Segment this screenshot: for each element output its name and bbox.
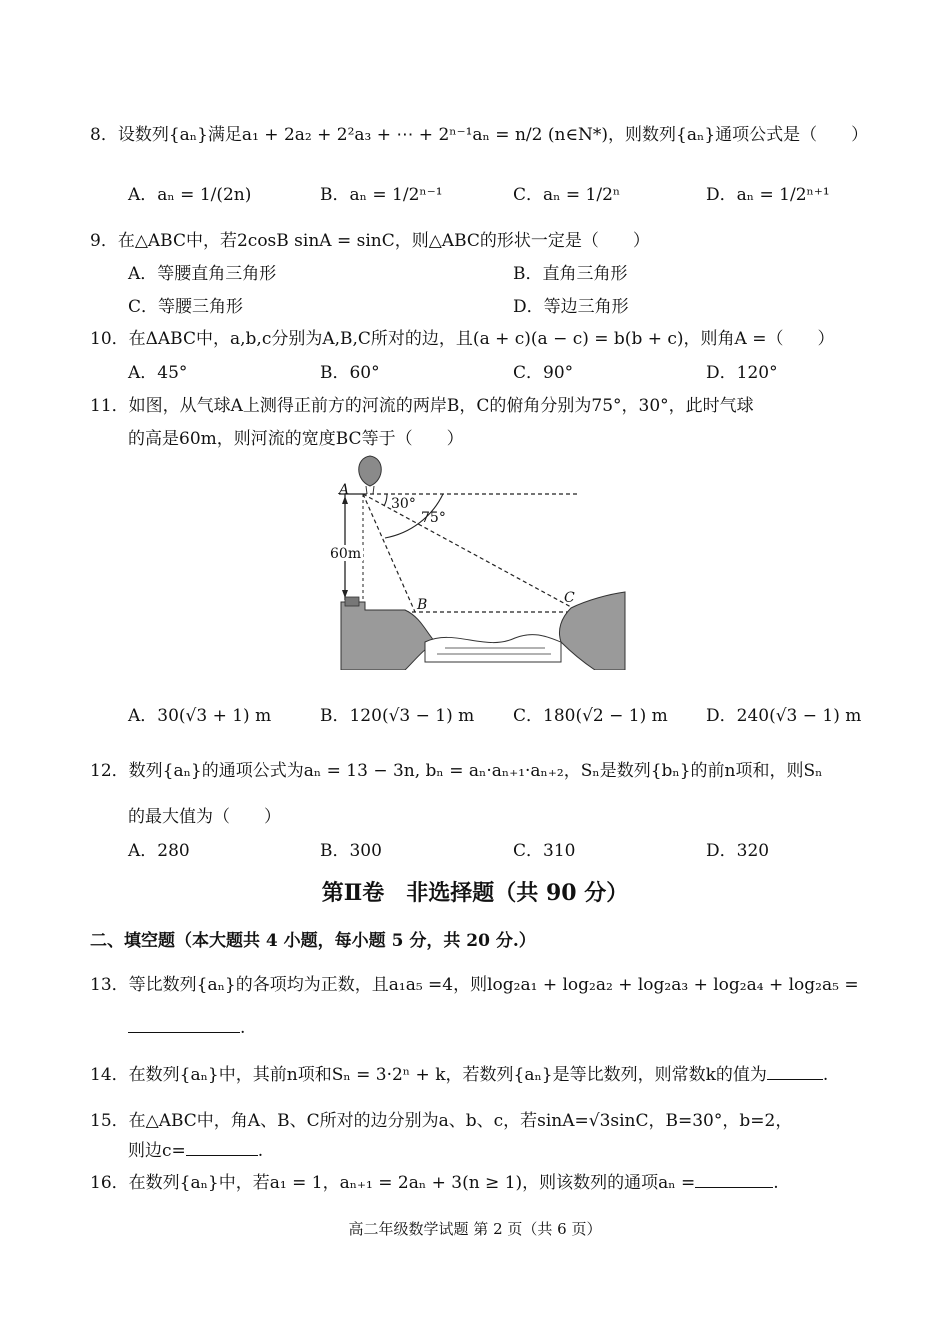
q12-option-c[interactable]: C．310 [513,841,576,861]
q15-blank[interactable] [186,1137,258,1156]
q9-stem: 9．在△ABC中，若2cosB sinA = sinC，则△ABC的形状一定是（ ） [90,231,650,251]
height-label: 60m [330,546,362,562]
q10-option-c[interactable]: C．90° [513,363,574,383]
q11-option-a[interactable]: A．30(√3 + 1) m [128,706,272,726]
q11-option-d[interactable]: D．240(√3 − 1) m [706,706,862,726]
q9-option-c[interactable]: C．等腰三角形 [128,297,244,317]
q11-option-c[interactable]: C．180(√2 − 1) m [513,706,668,726]
q12-stem-line2: 的最大值为（ ） [128,807,281,827]
balloon-icon [359,456,382,486]
q8-option-c[interactable]: C．aₙ = 1/2ⁿ [513,185,621,205]
q11-option-b[interactable]: B．120(√3 − 1) m [320,706,475,726]
q15-line2 [128,1136,263,1161]
q11-stem-line2: 的高是60m，则河流的宽度BC等于（ ） [128,429,464,449]
angle-30-label: 30° [391,496,416,512]
q13-tail: . [240,1018,246,1038]
q8-option-a[interactable]: A．aₙ = 1/(2n) [128,185,252,205]
q12-stem-line1: 12．数列{aₙ}的通项公式为aₙ = 13 − 3n, bₙ = aₙ·aₙ₊₁·aₙ₊₂，Sₙ是数列{bₙ}的前n项和，则Sₙ [90,761,823,781]
q14-blank[interactable] [767,1061,823,1080]
q16-tail: . [773,1173,779,1193]
label-a: A [339,482,350,498]
q16-line [90,1168,779,1193]
section2-heading: 二、填空题（本大题共 4 小题，每小题 5 分，共 20 分.） [90,931,536,951]
q9-option-b[interactable]: B．直角三角形 [513,264,628,284]
q12-option-a[interactable]: A．280 [128,841,190,861]
q16-stem: 16．在数列{aₙ}中，若a₁ = 1，aₙ₊₁ = 2aₙ + 3(n ≥ 1)，则该数列的通项aₙ = [90,1173,696,1193]
page-footer: 高二年级数学试题 第 2 页（共 6 页） [348,1220,602,1238]
q10-option-d[interactable]: D．120° [706,363,778,383]
q14-tail: . [822,1065,829,1085]
q14-line [90,1060,828,1085]
q12-option-d[interactable]: D．320 [706,841,770,861]
q16-blank[interactable] [695,1169,773,1188]
q8-stem: 8．设数列{aₙ}满足a₁ + 2a₂ + 2²a₃ + ⋯ + 2ⁿ⁻¹aₙ = n/2 (n∈N*)，则数列{aₙ}通项公式是（ ） [90,125,869,145]
angle-75-label: 75° [421,510,446,526]
q15-tail: . [257,1141,264,1161]
balloon-river-figure [325,452,635,670]
label-b: B [417,597,428,613]
q8-option-d[interactable]: D．aₙ = 1/2ⁿ⁺¹ [706,185,830,205]
q13-blank[interactable] [128,1014,240,1033]
part2-title: 第Ⅱ卷 非选择题（共 90 分） [321,880,629,906]
q10-option-a[interactable]: A．45° [128,363,188,383]
label-c: C [564,590,575,606]
q13-answer-line[interactable] [128,1014,245,1038]
q13-stem: 13．等比数列{aₙ}的各项均为正数，且a₁a₅ =4，则log₂a₁ + log₂a₂ + log₂a₃ + log₂a₄ + log₂a₅ = [90,975,859,995]
q9-option-d[interactable]: D．等边三角形 [513,297,629,317]
q10-stem: 10．在ΔABC中，a,b,c分别为A,B,C所对的边，且(a + c)(a − c) = b(b + c)，则角A =（ ） [90,329,835,349]
q8-option-b[interactable]: B．aₙ = 1/2ⁿ⁻¹ [320,185,443,205]
q9-option-a[interactable]: A．等腰直角三角形 [128,264,277,284]
q11-stem-line1: 11．如图，从气球A上测得正前方的河流的两岸B，C的俯角分别为75°，30°，此时气球 [90,396,754,416]
q12-option-b[interactable]: B．300 [320,841,382,861]
q15-line1: 15．在△ABC中，角A、B、C所对的边分别为a、b、c，若sinA=√3sinC，B=30°，b=2， [90,1111,793,1131]
q10-option-b[interactable]: B．60° [320,363,380,383]
q15-stem: 则边c= [128,1141,186,1161]
q14-stem: 14．在数列{aₙ}中，其前n项和Sₙ = 3·2ⁿ + k，若数列{aₙ}是等比数列，则常数k的值为 [90,1065,767,1085]
